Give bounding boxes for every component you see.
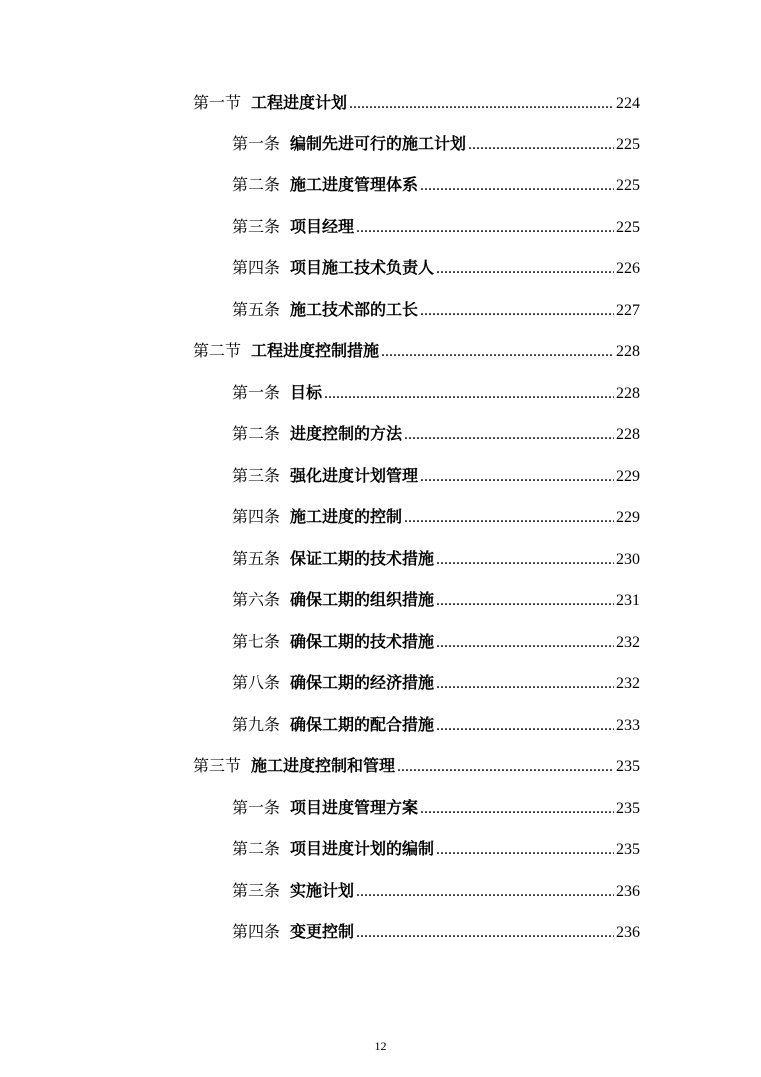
toc-entry[interactable]: [232, 880, 640, 902]
toc-entry[interactable]: [232, 589, 640, 611]
leader-dots: [436, 590, 614, 612]
toc-entry-title: 施工进度控制和管理: [251, 756, 396, 775]
leader-dots: [436, 632, 614, 654]
toc-entry-page: 228: [616, 385, 640, 402]
toc-entry[interactable]: [232, 216, 640, 238]
toc-entry-number: 第一条: [232, 798, 281, 817]
leader-dots: [324, 383, 614, 405]
leader-dots: [420, 300, 614, 322]
toc-entry-number: 第五条: [232, 300, 281, 319]
leader-dots: [436, 839, 614, 861]
toc-entry[interactable]: [232, 506, 640, 528]
leader-dots: [397, 756, 614, 778]
toc-entry-title: 施工进度管理体系: [290, 175, 419, 194]
toc-entry-page: 236: [616, 883, 640, 900]
toc-entry-number: 第四条: [232, 507, 281, 526]
leader-dots: [356, 217, 614, 239]
toc-entry[interactable]: [232, 672, 640, 694]
toc-entry[interactable]: [193, 92, 640, 114]
toc-entry-number: 第五条: [232, 549, 281, 568]
toc-entry-page: 229: [616, 468, 640, 485]
toc-entry-number: 第六条: [232, 590, 281, 609]
toc-entry[interactable]: [232, 548, 640, 570]
toc-entry[interactable]: [232, 838, 640, 860]
toc-entry-page: 228: [616, 343, 640, 360]
toc-entry[interactable]: [232, 257, 640, 279]
toc-entry[interactable]: [232, 921, 640, 943]
toc-entry[interactable]: [232, 714, 640, 736]
toc-entry-page: 232: [616, 675, 640, 692]
toc-entry-title: 强化进度计划管理: [290, 466, 419, 485]
leader-dots: [420, 798, 614, 820]
toc-entry-number: 第三条: [232, 466, 281, 485]
leader-dots: [436, 715, 614, 737]
toc-entry-page: 233: [616, 717, 640, 734]
toc-entry-page: 230: [616, 551, 640, 568]
toc-entry[interactable]: [232, 797, 640, 819]
toc-entry-number: 第一条: [232, 134, 281, 153]
toc-entry-title: 确保工期的技术措施: [290, 632, 435, 651]
toc-entry-number: 第二条: [232, 424, 281, 443]
toc-entry-title: 项目施工技术负责人: [290, 258, 435, 277]
toc-entry-page: 228: [616, 426, 640, 443]
leader-dots: [436, 549, 614, 571]
leader-dots: [356, 881, 614, 903]
toc-entry[interactable]: [193, 340, 640, 362]
toc-entry-number: 第三条: [232, 881, 281, 900]
toc-entry-number: 第二条: [232, 839, 281, 858]
toc-entry-number: 第四条: [232, 258, 281, 277]
toc-entry-page: 235: [616, 800, 640, 817]
toc-entry-title: 工程进度控制措施: [251, 341, 380, 360]
leader-dots: [420, 175, 614, 197]
toc-entry-page: 224: [616, 95, 640, 112]
toc-entry-title: 保证工期的技术措施: [290, 549, 435, 568]
toc-entry-page: 231: [616, 592, 640, 609]
toc-entry-number: 第一条: [232, 383, 281, 402]
toc-entry[interactable]: [232, 174, 640, 196]
toc-entry-number: 第二条: [232, 175, 281, 194]
leader-dots: [436, 258, 614, 280]
leader-dots: [356, 922, 614, 944]
toc-entry-page: 225: [616, 219, 640, 236]
leader-dots: [404, 507, 614, 529]
toc-entry-number: 第二节: [193, 341, 242, 360]
toc-entry-title: 施工进度的控制: [290, 507, 403, 526]
toc-entry[interactable]: [232, 423, 640, 445]
toc-entry-number: 第七条: [232, 632, 281, 651]
toc-entry-title: 实施计划: [290, 881, 355, 900]
toc-entry[interactable]: [232, 465, 640, 487]
toc-entry-number: 第八条: [232, 673, 281, 692]
toc-entry-title: 项目经理: [290, 217, 355, 236]
toc-entry-page: 235: [616, 841, 640, 858]
toc-entry-number: 第一节: [193, 93, 242, 112]
toc-entry-title: 确保工期的组织措施: [290, 590, 435, 609]
leader-dots: [381, 341, 614, 363]
toc-entry-title: 确保工期的经济措施: [290, 673, 435, 692]
toc-entry[interactable]: [232, 133, 640, 155]
leader-dots: [349, 93, 614, 115]
leader-dots: [404, 424, 614, 446]
toc-entry-number: 第三节: [193, 756, 242, 775]
toc-entry-title: 施工技术部的工长: [290, 300, 419, 319]
leader-dots: [468, 134, 614, 156]
toc-entry-page: 225: [616, 136, 640, 153]
toc-entry-title: 目标: [290, 383, 323, 402]
leader-dots: [436, 673, 614, 695]
toc-entry[interactable]: [232, 382, 640, 404]
toc-entry-page: 227: [616, 302, 640, 319]
toc-entry-number: 第三条: [232, 217, 281, 236]
leader-dots: [420, 466, 614, 488]
toc-entry-page: 235: [616, 758, 640, 775]
toc-entry[interactable]: [193, 755, 640, 777]
toc-entry-page: 236: [616, 924, 640, 941]
toc-entry-title: 项目进度管理方案: [290, 798, 419, 817]
toc-entry-number: 第九条: [232, 715, 281, 734]
toc-entry-title: 编制先进可行的施工计划: [290, 134, 467, 153]
page-number: 12: [374, 1039, 387, 1053]
toc-entry[interactable]: [232, 631, 640, 653]
toc-entry-page: 226: [616, 260, 640, 277]
toc-entry-page: 225: [616, 177, 640, 194]
toc-entry-page: 229: [616, 509, 640, 526]
toc-entry[interactable]: [232, 299, 640, 321]
toc-entry-page: 232: [616, 634, 640, 651]
toc-entry-title: 确保工期的配合措施: [290, 715, 435, 734]
toc-entry-number: 第四条: [232, 922, 281, 941]
toc-entry-title: 项目进度计划的编制: [290, 839, 435, 858]
toc-entry-title: 进度控制的方法: [290, 424, 403, 443]
toc-entry-title: 变更控制: [290, 922, 355, 941]
toc-entry-title: 工程进度计划: [251, 93, 348, 112]
